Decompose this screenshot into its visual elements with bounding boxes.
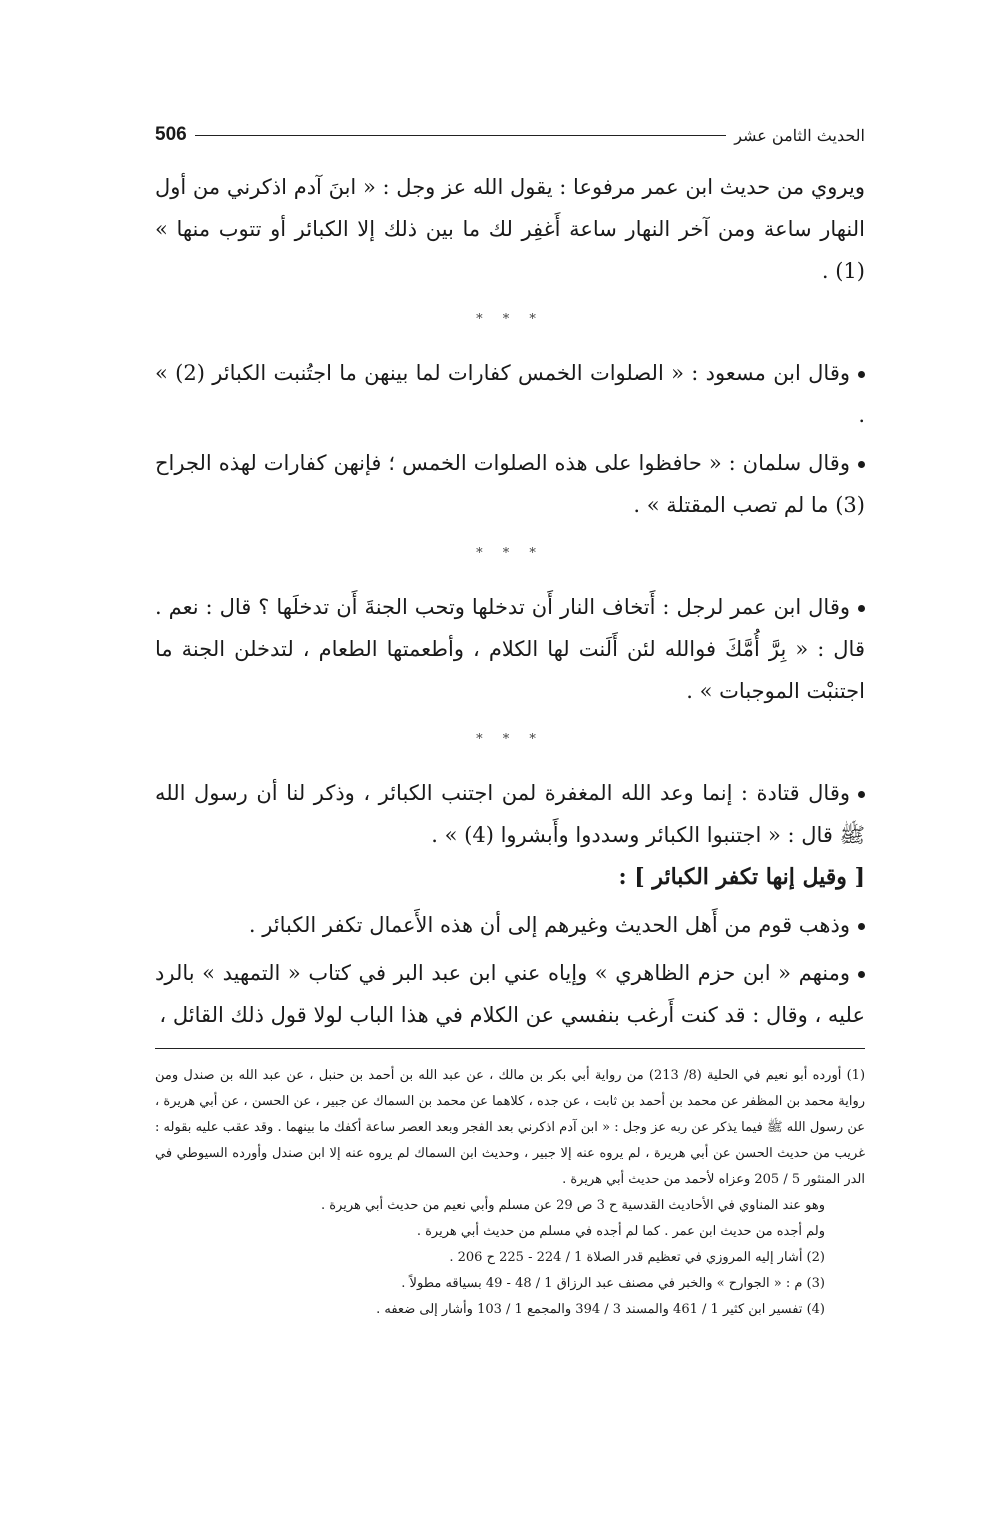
footnote-1-cont: ولم أجده من حديث ابن عمر . كما لم أجده في مسلم من حديث أبي هريرة . [416,1224,825,1239]
page-number: 506 [155,124,187,145]
paragraph-ibn-hazm [155,952,865,1036]
section-separator: * * * [476,732,544,747]
bullet-icon [858,791,865,798]
section-heading: [ وقيل إنها تكفر الكبائر ] : [618,864,865,890]
paragraph-text: وقال ابن مسعود : « الصلوات الخمس كفارات لما بينهن ما اجتُنبت الكبائر (2) » . [155,361,865,427]
footnotes [155,1063,865,1323]
paragraph-salman [155,442,865,526]
footnote-2: (2) أشار إليه المروزي في تعظيم قدر الصلاة 1 / 224 - 225 ح 206 . [449,1250,825,1265]
paragraph-ibn-umar-man [155,586,865,712]
section-separator: * * * [476,546,544,561]
paragraph-text: وقال سلمان : « حافظوا على هذه الصلوات الخمس ؛ فإنهن كفارات لهذه الجراح (3) ما لم تصب المقتلة » . [155,451,865,517]
paragraph-text: وذهب قوم من أَهل الحديث وغيرهم إلى أن هذه الأَعمال تكفر الكبائر . [248,913,850,937]
footnote-3: (3) م : « الجوارح » والخبر في مصنف عبد الرزاق 1 / 48 - 49 بسياقه مطولاً . [401,1276,825,1291]
paragraph-ibn-masud [155,352,865,436]
paragraph-text: وقال قتادة : إنما وعد الله المغفرة لمن اجتنب الكبائر ، وذكر لنا أن رسول الله ﷺ قال : « اجتنبوا الكبائر وسددوا وأَبشروا (4) » . [155,781,865,847]
main-text [155,166,865,1036]
bullet-icon [858,923,865,930]
footnote-1-cont: وهو عند المناوي في الأحاديث القدسية ح 3 ص 29 عن مسلم وأبي نعيم من حديث أبي هريرة . [320,1198,825,1213]
paragraph-text: ومنهم « ابن حزم الظاهري » وإياه عني ابن عبد البر في كتاب « التمهيد » بالرد عليه ، وقال : قد كنت أَرغب بنفسي عن الكلام في هذا الباب لولا قول ذلك القائل ، [155,961,865,1027]
running-title: الحديث الثامن عشر [734,125,865,145]
footnote-1: (1) أورده أبو نعيم في الحلية (8/ 213) من رواية أبي بكر بن مالك ، عن عبد الله بن أحمد بن حنبل ، عن عبد الله بن صندل ومن رواية محمد بن المظفر عن محمد بن أحمد بن ثابت ، عن جده ، كلاهما عن محمد بن السماك عن جبير ، عن الحسن ، عن أبي هريرة ، عن رسول الله ﷺ فيما يذكر عن ربه عز وجل : « ابن آدم اذكرني بعد الفجر وبعد العصر ساعة أكفك ما بينهما . وقد عقب عليه بقوله : غريب من حديث الحسن عن أبي هريرة ، لم يروه عنه إلا جبير ، وحديث ابن السماك لم يروه عنه إلا ابن صندل وأورده السيوطي في الدر المنثور 5 / 205 وعزاه لأحمد من حديث أبي هريرة . [155,1068,866,1187]
header-rule [195,135,726,136]
book-page [155,118,865,1323]
bullet-icon [858,371,865,378]
bullet-icon [858,605,865,612]
bullet-icon [858,971,865,978]
footnote-separator [155,1048,865,1049]
bullet-icon [858,461,865,468]
paragraph-text: وقال ابن عمر لرجل : أَتخاف النار أَن تدخلها وتحب الجنةَ أَن تدخلَها ؟ قال : نعم . قال : « بِرَّ أُمَّكَ فوالله لئن أَلَنت لها الكلام ، وأطعمتها الطعام ، لتدخلن الجنة ما اجتنبْت الموجبات » . [155,595,865,703]
paragraph-qatada [155,772,865,856]
running-header [155,118,865,152]
footnote-4: (4) تفسير ابن كثير 1 / 461 والمسند 3 / 394 والمجمع 1 / 103 وأشار إلى ضعفه . [376,1302,825,1317]
section-separator: * * * [476,312,544,327]
paragraph-ibn-umar-hadith: ويروي من حديث ابن عمر مرفوعا : يقول الله عز وجل : « ابنَ آدم اذكرني من أول النهار ساعة ومن آخر النهار ساعة أَغفِر لك ما بين ذلك إلا الكبائر أو تتوب منها » (1) . [155,175,865,283]
paragraph-ahl-hadith [155,904,865,946]
